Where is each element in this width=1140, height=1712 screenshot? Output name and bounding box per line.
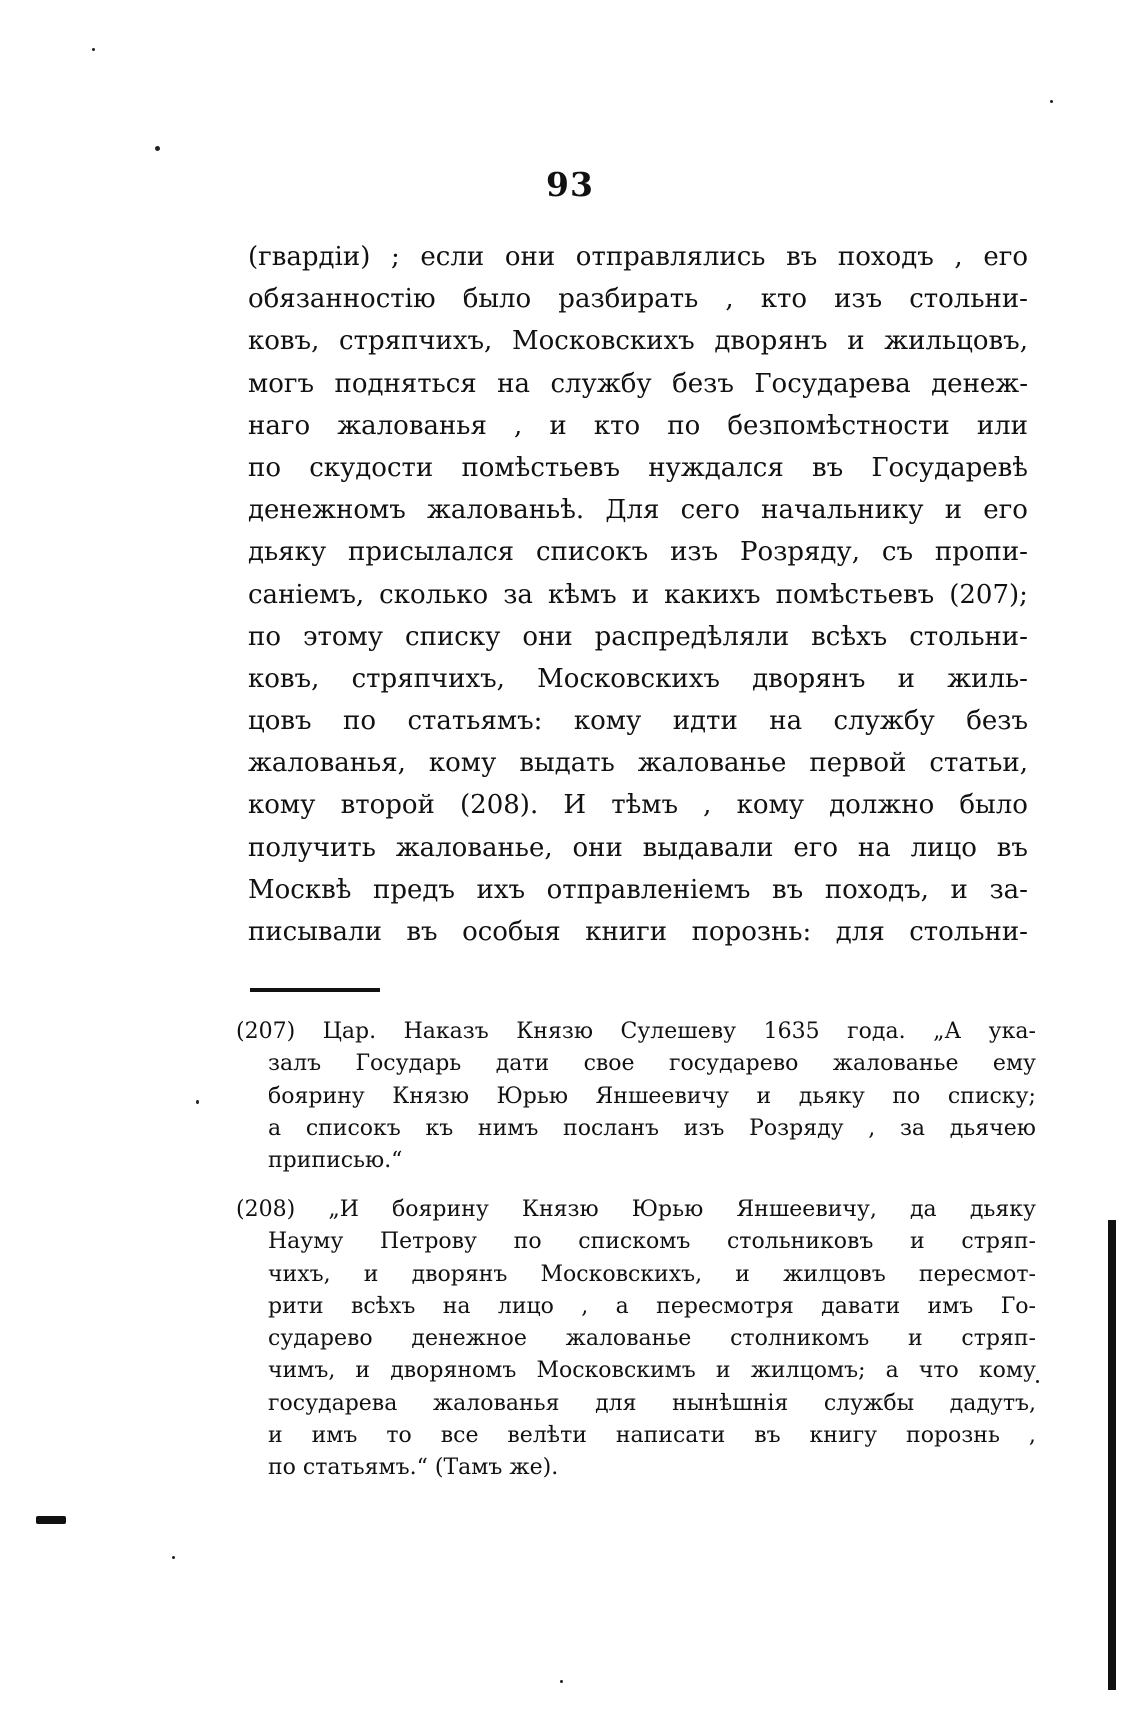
footnote-line: сударево денежное жалованье столникомъ и стряп- xyxy=(268,1326,1036,1352)
footnote-line: (208) „И боярину Князю Юрью Яншеевичу, да дьяку xyxy=(236,1197,1036,1222)
footnote-line: государева жалованья для нынѣшнія службы дадутъ, xyxy=(268,1390,1036,1416)
body-line: писывали въ особыя книги порознь: для стольни- xyxy=(248,917,1028,947)
scan-edge-shadow xyxy=(1108,1220,1116,1690)
scan-speck xyxy=(92,48,95,51)
scan-speck xyxy=(560,1680,563,1683)
body-line: саніемъ, сколько за кѣмъ и какихъ помѣстьевъ (207); xyxy=(248,579,1028,610)
body-line: наго жалованья , и кто по безпомѣстности или xyxy=(248,410,1028,441)
page-number: 93 xyxy=(546,165,594,204)
scan-speck xyxy=(155,146,160,151)
body-line: по этому списку они распредѣляли всѣхъ стольни- xyxy=(248,621,1028,652)
body-line: жалованья, кому выдать жалованье первой статьи, xyxy=(248,748,1028,779)
footnote-separator xyxy=(250,988,380,992)
scan-speck xyxy=(1036,1380,1039,1383)
footnote-line: приписью.“ xyxy=(268,1148,403,1174)
footnote-line: чихъ, и дворянъ Московскихъ, и жилцовъ пересмот- xyxy=(268,1261,1036,1287)
body-line: цовъ по статьямъ: кому идти на службу безъ xyxy=(248,706,1028,737)
footnote-line: по статьямъ.“ (Тамъ же). xyxy=(268,1455,559,1481)
body-line: по скудости помѣстьевъ нуждался въ Государевѣ xyxy=(248,452,1028,483)
body-line: денежномъ жалованьѣ. Для сего начальнику и его xyxy=(248,495,1028,526)
body-line: могъ подняться на службу безъ Государева денеж- xyxy=(248,368,1028,399)
body-line: обязанностію было разбирать , кто изъ стольни- xyxy=(248,284,1028,315)
footnote-line: чимъ, и дворяномъ Московскимъ и жилцомъ; а что кому xyxy=(268,1358,1036,1384)
body-line: ковъ, стряпчихъ, Московскихъ дворянъ и жиль- xyxy=(248,663,1028,694)
scan-speck xyxy=(196,1100,199,1104)
footnote-line: залъ Государь дати свое государево жалованье ему xyxy=(268,1051,1036,1077)
footnote-line: а списокъ къ нимъ посланъ изъ Розряду , за дьячею xyxy=(268,1115,1036,1141)
footnote-207 xyxy=(236,1016,1036,1177)
body-line: (гвардіи) ; если они отправлялись въ походъ , его xyxy=(248,242,1028,272)
footnote-line: (207) Цар. Наказъ Князю Сулешеву 1635 года. „А ука- xyxy=(236,1019,1036,1044)
footnote-line: Науму Петрову по спискомъ стольниковъ и стряп- xyxy=(268,1229,1036,1255)
body-line: кому второй (208). И тѣмъ , кому должно было xyxy=(248,790,1028,821)
body-text xyxy=(248,236,1028,953)
scan-speck xyxy=(1050,100,1053,103)
body-line: ковъ, стряпчихъ, Московскихъ дворянъ и жильцовъ, xyxy=(248,326,1028,357)
body-line: дьяку присылался списокъ изъ Розряду, съ пропи- xyxy=(248,537,1028,568)
footnote-208 xyxy=(236,1194,1036,1485)
scan-ink-mark xyxy=(36,1516,66,1524)
scan-speck xyxy=(172,1556,175,1559)
body-line: Москвѣ предъ ихъ отправленіемъ въ походъ, и за- xyxy=(248,874,1028,905)
footnote-line: боярину Князю Юрью Яншеевичу и дьяку по списку; xyxy=(268,1083,1036,1109)
body-line: получить жалованье, они выдавали его на лицо въ xyxy=(248,832,1028,863)
footnote-line: и имъ то все велѣти написати въ книгу порознь , xyxy=(268,1423,1036,1449)
footnote-line: рити всѣхъ на лицо , а пересмотря давати имъ Го- xyxy=(268,1293,1036,1319)
